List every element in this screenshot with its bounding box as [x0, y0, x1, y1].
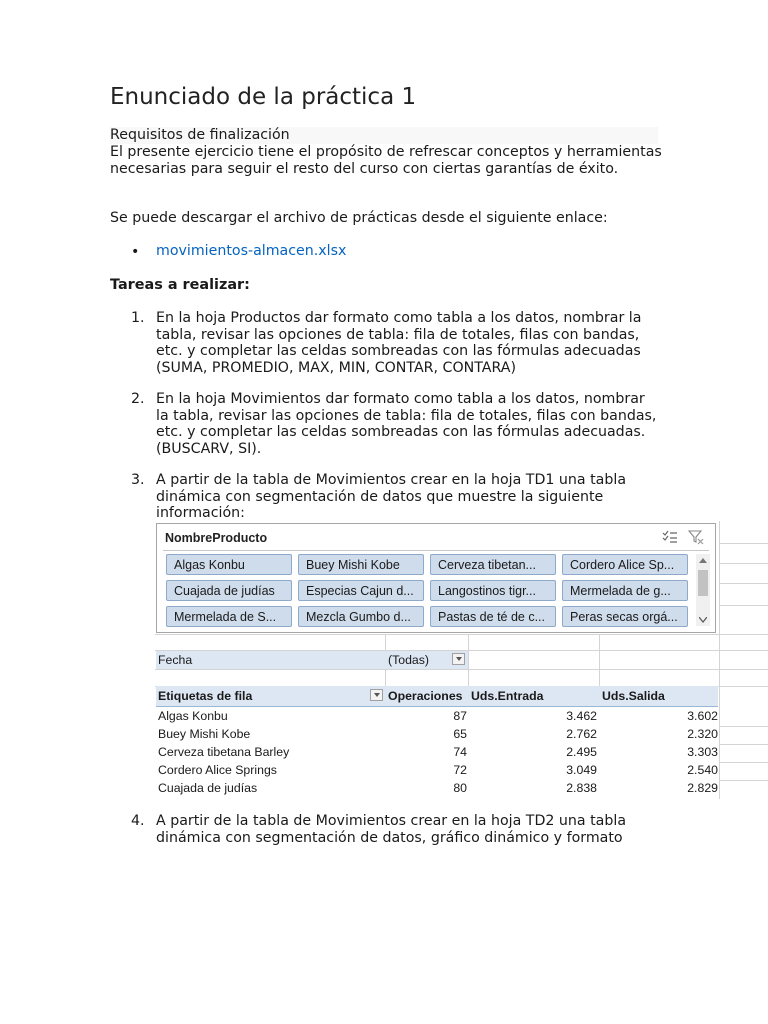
- task-number: 4.: [131, 813, 145, 829]
- pivot-cell: 2.762: [566, 727, 597, 741]
- pivot-cell: 65: [453, 727, 467, 741]
- gridline: [468, 634, 469, 686]
- pivot-cell: 2.320: [687, 727, 718, 741]
- slicer-scrollbar[interactable]: [696, 554, 710, 626]
- slicer-title: NombreProducto: [165, 531, 268, 545]
- download-paragraph: Se puede descargar el archivo de prácticas desde el siguiente enlace:: [110, 210, 608, 226]
- slicer-separator: [163, 550, 709, 551]
- gridline: [719, 563, 768, 564]
- gridline: [719, 780, 768, 781]
- tasks-heading: Tareas a realizar:: [110, 277, 250, 293]
- scroll-up-icon[interactable]: [699, 557, 707, 563]
- slicer-item[interactable]: Cuajada de judías: [166, 580, 292, 601]
- pivot-header: Etiquetas de fila: [158, 689, 253, 703]
- download-link[interactable]: movimientos-almacen.xlsx: [156, 243, 347, 259]
- gridline: [155, 634, 768, 635]
- pivot-cell: 3.303: [687, 745, 718, 759]
- slicer-item[interactable]: Pastas de té de c...: [430, 606, 556, 627]
- task-text: A partir de la tabla de Movimientos crear en la hoja TD2 una tabla dinámica con segmentación de datos, gráfico dinámico y formato: [156, 813, 627, 846]
- gridline: [155, 669, 768, 670]
- slicer-item[interactable]: Buey Mishi Kobe: [298, 554, 424, 575]
- filter-value: (Todas): [388, 653, 430, 667]
- chevron-down-icon[interactable]: [699, 617, 707, 623]
- filter-dropdown-icon[interactable]: [452, 653, 465, 665]
- pivot-cell: 3.602: [687, 709, 718, 723]
- pivot-row-label: Algas Konbu: [158, 709, 228, 723]
- slicer-item[interactable]: Algas Konbu: [166, 554, 292, 575]
- slicer-panel: [156, 523, 716, 633]
- task-text: En la hoja Productos dar formato como tabla a los datos, nombrar la tabla, revisar las opciones de tabla: fila de totales, filas con bandas, etc. y completar las celdas sombreadas con las fórmulas adecuadas (SUMA, PROMEDIO, MAX, MIN, CONTAR, CONTARA): [156, 310, 642, 376]
- task-text: En la hoja Movimientos dar formato como tabla a los datos, nombrar la tabla, revisar las opciones de tabla: fila de totales, filas con bandas, etc. y completar las celdas sombreadas con las fórmulas adecuadas. (BUSCARV, SI).: [156, 391, 657, 457]
- pivot-header: Uds.Entrada: [471, 689, 544, 703]
- slicer-item[interactable]: Mezcla Gumbo d...: [298, 606, 424, 627]
- pivot-row-label: Cordero Alice Springs: [158, 763, 277, 777]
- pivot-cell: 2.829: [687, 781, 718, 795]
- pivot-row-label: Cuajada de judías: [158, 781, 258, 795]
- slicer-item[interactable]: Cerveza tibetan...: [430, 554, 556, 575]
- pivot-row-label: Buey Mishi Kobe: [158, 727, 251, 741]
- bullet-icon: •: [131, 244, 140, 260]
- slicer-item[interactable]: Langostinos tigr...: [430, 580, 556, 601]
- pivot-row-label: Cerveza tibetana Barley: [158, 745, 290, 759]
- pivot-header: Operaciones: [388, 689, 463, 703]
- slicer-item[interactable]: Cordero Alice Sp...: [562, 554, 688, 575]
- intro-paragraph: El presente ejercicio tiene el propósito de refrescar conceptos y herramientas necesarias para seguir el resto del curso con ciertas garantías de éxito.: [110, 144, 662, 177]
- page-title: Enunciado de la práctica 1: [110, 84, 417, 110]
- task-number: 2.: [131, 391, 145, 407]
- row-labels-dropdown-icon[interactable]: [370, 689, 383, 701]
- pivot-cell: 72: [453, 763, 467, 777]
- pivot-header: Uds.Salida: [602, 689, 665, 703]
- gridline: [719, 744, 768, 745]
- pivot-cell: 74: [453, 745, 467, 759]
- slicer-item[interactable]: Mermelada de g...: [562, 580, 688, 601]
- pivot-cell: 2.838: [566, 781, 597, 795]
- clear-filter-icon[interactable]: [687, 529, 705, 545]
- slicer-item[interactable]: Especias Cajun d...: [298, 580, 424, 601]
- pivot-cell: 87: [453, 709, 467, 723]
- pivot-cell: 80: [453, 781, 467, 795]
- excel-screenshot: [155, 521, 768, 799]
- gridline: [719, 726, 768, 727]
- gridline: [599, 634, 600, 686]
- slicer-item[interactable]: Mermelada de S...: [166, 606, 292, 627]
- gridline: [719, 605, 768, 606]
- task-number: 3.: [131, 472, 145, 488]
- pivot-cell: 3.462: [566, 709, 597, 723]
- requirements-label: Requisitos de finalización: [110, 127, 658, 144]
- pivot-cell: 2.540: [687, 763, 718, 777]
- gridline: [719, 543, 768, 544]
- pivot-cell: 3.049: [566, 763, 597, 777]
- task-number: 1.: [131, 310, 145, 326]
- slicer-item[interactable]: Peras secas orgá...: [562, 606, 688, 627]
- gridline: [719, 762, 768, 763]
- gridline: [719, 583, 768, 584]
- filter-label: Fecha: [158, 653, 193, 667]
- multi-select-icon[interactable]: [661, 529, 679, 545]
- task-text: A partir de la tabla de Movimientos crear en la hoja TD1 una tabla dinámica con segmentación de datos que muestre la siguiente información:: [156, 472, 627, 522]
- scroll-thumb[interactable]: [698, 570, 708, 596]
- pivot-cell: 2.495: [566, 745, 597, 759]
